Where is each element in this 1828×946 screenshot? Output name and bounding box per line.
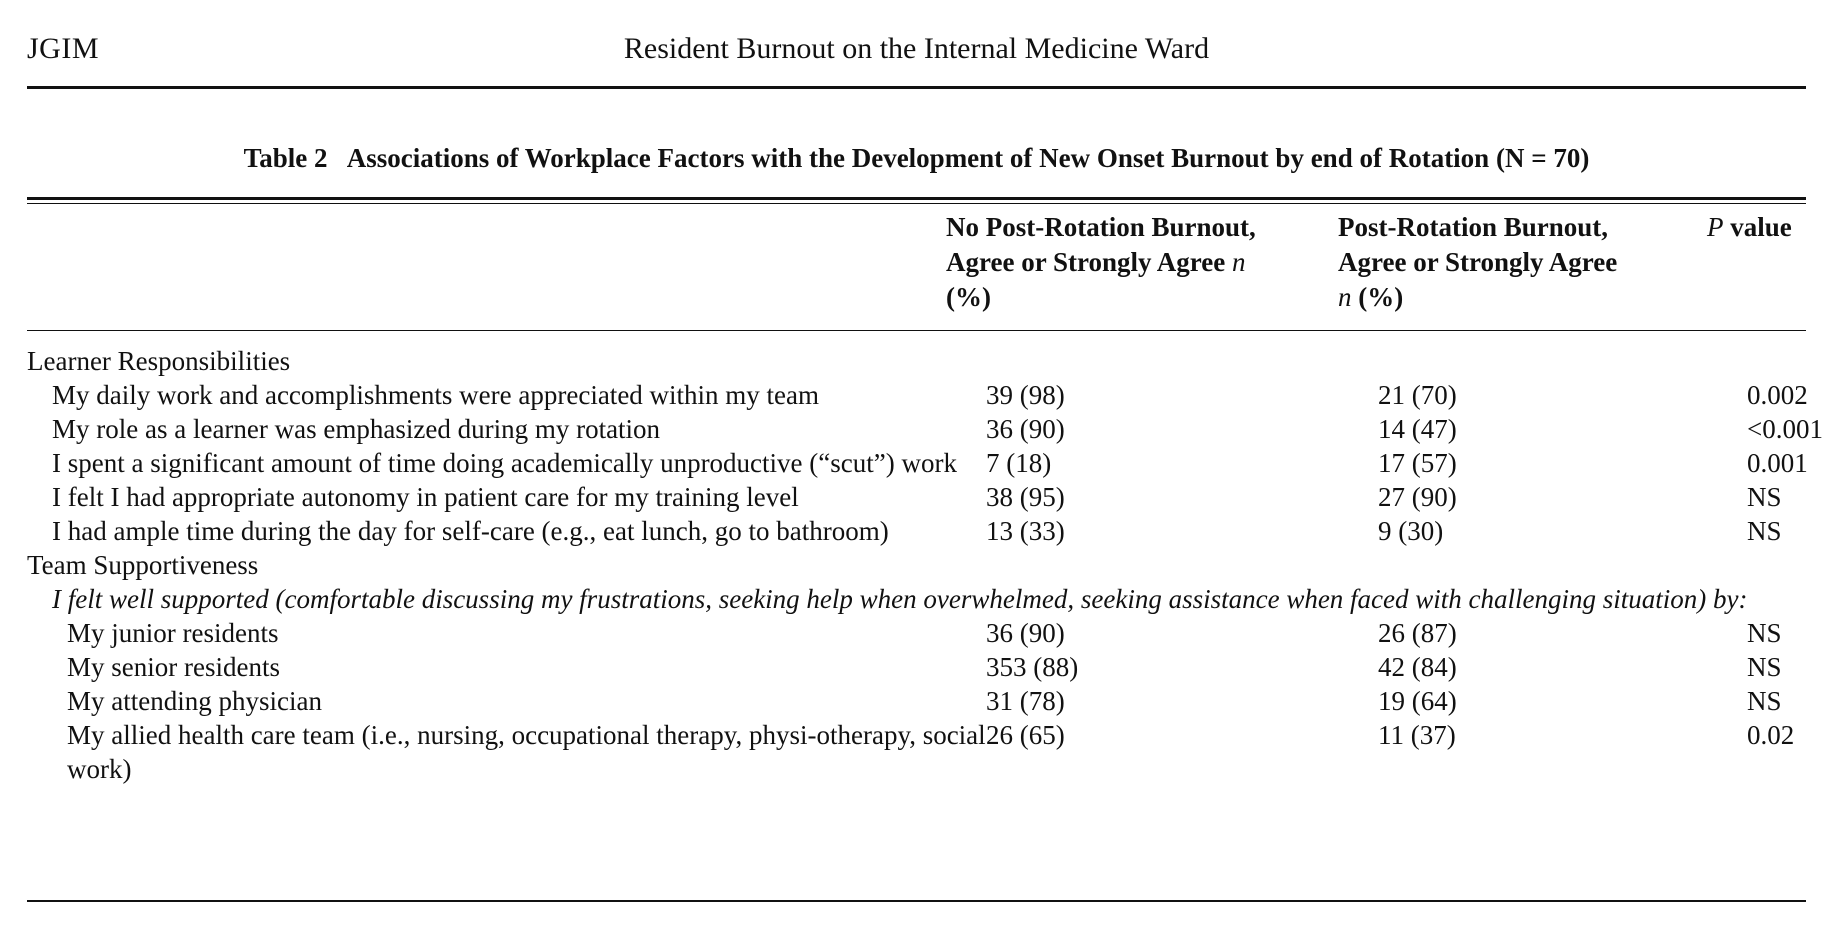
cell-no-burnout: 7 (18) [986,448,1052,478]
cell-burnout: 11 (37) [1378,720,1456,750]
cell-burnout: 17 (57) [1378,448,1457,478]
table-caption [27,143,1806,174]
cell-no-burnout: 26 (65) [986,720,1065,750]
row-label: My junior residents [67,618,279,648]
row-label: My attending physician [67,686,322,716]
cell-no-burnout: 353 (88) [986,652,1079,682]
cell-no-burnout: 38 (95) [986,482,1065,512]
col1-line3: (%) [946,282,991,312]
cell-p-value: 0.001 [1747,448,1808,478]
cell-p-value: NS [1747,618,1782,648]
table-label: Table 2 [243,143,328,173]
table-row [27,650,1806,684]
cell-p-value: 0.002 [1747,380,1808,410]
column-header-p-value: P value [1707,212,1792,242]
cell-burnout: 26 (87) [1378,618,1457,648]
row-label: I felt I had appropriate autonomy in patient care for my training level [52,482,799,512]
table-row [27,616,1806,650]
cell-burnout: 9 (30) [1378,516,1444,546]
cell-no-burnout: 36 (90) [986,414,1065,444]
cell-p-value: 0.02 [1747,720,1795,750]
cell-p-value: NS [1747,482,1782,512]
row-label: My senior residents [67,652,280,682]
col1-line2: Agree or Strongly Agree n [946,247,1246,277]
col1-n: n [1231,247,1246,277]
table-row [27,446,1806,480]
cell-p-value: NS [1747,516,1782,546]
table-header-rule [27,330,1806,331]
cell-burnout: 42 (84) [1378,652,1457,682]
section-title: Team Supportiveness [27,550,259,580]
cell-no-burnout: 31 (78) [986,686,1065,716]
col2-line2: Agree or Strongly Agree [1338,247,1618,277]
table-title: Associations of Workplace Factors with the Development of New Onset Burnout by end of Rotation (N = 70) [346,143,1590,173]
cell-p-value: <0.001 [1747,414,1823,444]
journal-name: JGIM [27,32,100,65]
column-header-no-burnout [946,210,1326,315]
cell-no-burnout: 36 (90) [986,618,1065,648]
section-title: Learner Responsibilities [27,346,291,376]
row-label: I had ample time during the day for self-care (e.g., eat lunch, go to bathroom) [52,516,889,546]
table-row [27,718,1806,786]
row-label: My daily work and accomplishments were appreciated within my team [52,380,820,410]
col2-n: n [1338,282,1352,312]
page-header [27,22,1806,89]
table-body [27,344,1823,786]
running-title: Resident Burnout on the Internal Medicine Ward [623,32,1210,65]
table-row [27,412,1823,446]
row-label: My role as a learner was emphasized during my rotation [52,414,661,444]
section-note: I felt well supported (comfortable discussing my frustrations, seeking help when overwhelmed, seeking assistance when faced with challenging situation) by: [52,584,1748,614]
col2-line1: Post-Rotation Burnout, [1338,212,1609,242]
column-header-burnout [1338,210,1678,315]
table-row [27,480,1806,514]
cell-burnout: 19 (64) [1378,686,1457,716]
table-bottom-rule [27,900,1806,902]
col1-line1: No Post-Rotation Burnout, [946,212,1256,242]
row-label: My allied health care team (i.e., nursing, occupational therapy, physi-otherapy, social work) [67,720,986,784]
cell-no-burnout: 13 (33) [986,516,1065,546]
table-row [27,514,1806,548]
col2-line3: n (%) [1338,282,1404,312]
cell-p-value: NS [1747,686,1782,716]
cell-burnout: 21 (70) [1378,380,1457,410]
table-top-rule [27,197,1806,204]
cell-burnout: 14 (47) [1378,414,1457,444]
cell-p-value: NS [1747,652,1782,682]
row-label: I spent a significant amount of time doing academically unproductive (“scut”) work [52,448,957,478]
col3-p: P [1707,212,1724,242]
table-row [27,684,1806,718]
table-row [27,378,1806,412]
cell-no-burnout: 39 (98) [986,380,1065,410]
cell-burnout: 27 (90) [1378,482,1457,512]
